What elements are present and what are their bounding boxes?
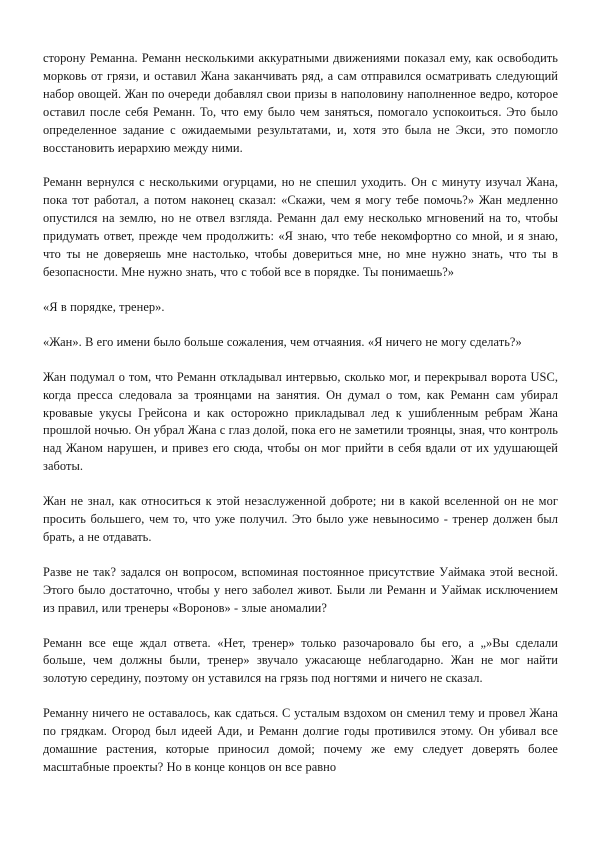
paragraph: Жан подумал о том, что Реманн откладывал интервью, сколько мог, и перекрывал ворота USC, когда пресса следовала за троянцами на занятия. Он думал о том, как Реманн сам убирал кровавые укусы Грейсона и как осторожно прикладывал лед к ушибленным ребрам Жана прошлой ночью. Он убрал Жана с глаз долой, пока его не заметили троянцы, зная, что контроль над Жаном нарушен, и привез его сюда, чтобы он мог прийти в себя вдали от их удушающей заботы.	[43, 369, 558, 474]
paragraph: Разве не так? задался он вопросом, вспоминая постоянное присутствие Уаймака этой весной. Этого было достаточно, чтобы у него заболел живот. Были ли Реманн и Уаймак исключением из правил, или тренеры «Воронов» - злые аномалии?	[43, 564, 558, 615]
paragraph: «Я в порядке, тренер».	[43, 299, 165, 314]
paragraph: сторону Реманна. Реманн несколькими аккуратными движениями показал ему, как освободить морковь от грязи, и оставил Жана заканчивать ряд, а сам отправился осматривать следующий набор овощей. Жан по очереди добавлял свои призы в наполовину наполненное ведро, которое оставил после себя Реманн. То, что ему было чем заняться, помогало успокоиться. Это было определенное задание с ожидаемыми результатами, и, хотя это была не Экси, это помогло восстановить иерархию между ними.	[43, 51, 558, 155]
document-text-body	[43, 50, 558, 777]
paragraph: Реманн все еще ждал ответа. «Нет, тренер» только разочаровало бы его, а „»Вы сделали больше, чем должны были, тренер» звучало ужасающе неблагодарно. Жан не мог найти золотую середину, поэтому он уставился на грязь под ногтями и ничего не сказал.	[43, 635, 558, 686]
paragraph: Реманн вернулся с несколькими огурцами, но не спешил уходить. Он с минуту изучал Жана, пока тот работал, а потом наконец сказал: «Скажи, чем я могу тебе помочь?» Жан медленно опустился на землю, но не отвел взгляда. Реманн дал ему несколько мгновений на то, чтобы придумать ответ, прежде чем продолжить: «Я знаю, что тебе некомфортно со мной, и я знаю, что ты не доверяешь мне настолько, чтобы довериться мне, но мне нужно знать, что ты в безопасности. Мне нужно знать, что с тобой все в порядке. Ты понимаешь?»	[43, 175, 558, 279]
paragraph: «Жан». В его имени было больше сожаления, чем отчаяния. «Я ничего не могу сделать?»	[43, 334, 522, 349]
paragraph: Реманну ничего не оставалось, как сдаться. С усталым вздохом он сменил тему и провел Жана по грядкам. Огород был идеей Ади, и Реманн долгие годы противился этому. Он убивал все домашние растения, которые приносил домой; почему же ему следует доверять более масштабные проекты? Но в конце концов он все равно	[43, 706, 558, 774]
paragraph: Жан не знал, как относиться к этой незаслуженной доброте; ни в какой вселенной он не мог просить большего, чем то, что уже получил. Это было уже невыносимо - тренер должен был брать, а не отдавать.	[43, 494, 558, 544]
